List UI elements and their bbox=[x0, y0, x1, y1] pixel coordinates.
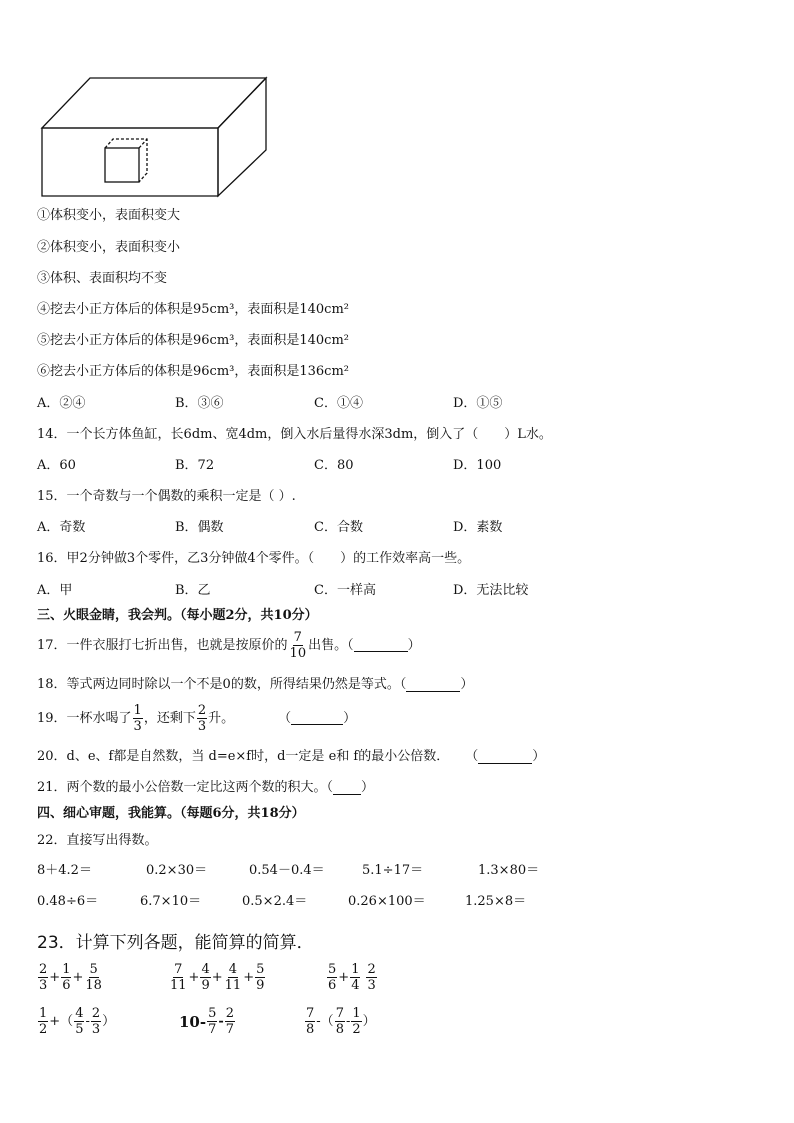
q22-item-1: 8＋4.2＝ bbox=[37, 863, 92, 878]
option-6: ⑥挖去小正方体后的体积是96cm³，表面积是136cm² bbox=[37, 364, 349, 379]
option-1: ①体积变小，表面积变大 bbox=[37, 208, 181, 223]
option-5: ⑤挖去小正方体后的体积是96cm³，表面积是140cm² bbox=[37, 333, 349, 348]
q22-item-4: 5.1÷17＝ bbox=[362, 863, 424, 878]
q16-choice-b[interactable]: B．乙 bbox=[175, 583, 211, 598]
cuboid-side-face bbox=[218, 78, 266, 196]
q20: 20．d、e、f都是自然数，当 d=e×f时，d一定是 e和 f的最小公倍数． （ ） bbox=[37, 749, 546, 764]
option-2: ②体积变小，表面积变小 bbox=[37, 240, 181, 255]
q13-choice-c[interactable]: C．①④ bbox=[314, 396, 363, 411]
q20-answer-blank[interactable] bbox=[478, 751, 532, 764]
q14-choice-d[interactable]: D．100 bbox=[453, 458, 502, 473]
q13-choice-b[interactable]: B．③⑥ bbox=[175, 396, 224, 411]
q22-item-10: 1.25×8＝ bbox=[465, 894, 527, 909]
small-cube-hidden-edges bbox=[105, 139, 147, 182]
q18: 18．等式两边同时除以一个不是0的数，所得结果仍然是等式。（ ） bbox=[37, 677, 474, 692]
q23-expression-6: $\frac{7}{8}$ -（ $\frac{7}{8}$ - $\frac{1}{2}$ ） bbox=[306, 1006, 376, 1037]
q23-expression-5: 10- $\frac{5}{7}$ - $\frac{2}{7}$ bbox=[179, 1006, 235, 1037]
q22-item-5: 1.3×80＝ bbox=[478, 863, 540, 878]
q17-fraction: $\frac{7}{10}$ bbox=[289, 630, 307, 661]
q21-answer-blank[interactable] bbox=[333, 782, 361, 795]
q15-choice-c[interactable]: C．合数 bbox=[314, 520, 363, 535]
q17-answer-blank[interactable] bbox=[354, 639, 408, 652]
option-3: ③体积、表面积均不变 bbox=[37, 271, 168, 286]
q14-choice-b[interactable]: B．72 bbox=[175, 458, 215, 473]
q21: 21．两个数的最小公倍数一定比这两个数的积大。（ ） bbox=[37, 780, 375, 795]
q14-stem: 14．一个长方体鱼缸，长6dm、宽4dm，倒入水后量得水深3dm，倒入了（ ）L水。 bbox=[37, 427, 552, 442]
q22-item-9: 0.26×100＝ bbox=[348, 894, 426, 909]
q23-expression-3: $\frac{5}{6}$ + $\frac{1}{4}$ $\frac{2}{3}$ bbox=[328, 962, 376, 993]
q18-answer-blank[interactable] bbox=[406, 679, 460, 692]
q22-item-2: 0.2×30＝ bbox=[146, 863, 208, 878]
option-4: ④挖去小正方体后的体积是95cm³，表面积是140cm² bbox=[37, 302, 349, 317]
q22-stem: 22．直接写出得数。 bbox=[37, 833, 158, 848]
q19-answer-blank[interactable] bbox=[291, 712, 343, 725]
q23-expression-2: $\frac{7}{11}$ + $\frac{4}{9}$ + $\frac{4}{11}$ + $\frac{5}{9}$ bbox=[170, 962, 265, 993]
q23-stem: 23．计算下列各题，能简算的简算． bbox=[37, 933, 314, 953]
q14-choice-c[interactable]: C．80 bbox=[314, 458, 354, 473]
q16-choice-c[interactable]: C．一样高 bbox=[314, 583, 376, 598]
q16-choice-a[interactable]: A．甲 bbox=[37, 583, 73, 598]
section-4-title: 四、细心审题，我能算。（每题6分，共18分） bbox=[37, 806, 305, 821]
cuboid-front-face bbox=[42, 128, 218, 196]
q15-choice-b[interactable]: B．偶数 bbox=[175, 520, 224, 535]
q19-fraction-1: $\frac{1}{3}$ bbox=[133, 703, 142, 734]
q16-choice-d[interactable]: D．无法比较 bbox=[453, 583, 529, 598]
q14-choice-a[interactable]: A．60 bbox=[37, 458, 76, 473]
q19-fraction-2: $\frac{2}{3}$ bbox=[197, 703, 207, 734]
q17: 17．一件衣服打七折出售，也就是按原价的 $\frac{7}{10}$ 出售。（ ） bbox=[37, 630, 421, 661]
q15-choice-d[interactable]: D．素数 bbox=[453, 520, 503, 535]
q13-choice-d[interactable]: D．①⑤ bbox=[453, 396, 503, 411]
q22-item-3: 0.54－0.4＝ bbox=[249, 863, 325, 878]
cuboid-figure bbox=[36, 72, 272, 200]
q22-item-7: 6.7×10＝ bbox=[140, 894, 202, 909]
small-cube-front bbox=[105, 148, 139, 182]
q19: 19．一杯水喝了 $\frac{1}{3}$ ，还剩下 $\frac{2}{3}$ 升。 （ ） bbox=[37, 703, 357, 734]
q15-choice-a[interactable]: A．奇数 bbox=[37, 520, 86, 535]
cuboid-top-face bbox=[42, 78, 266, 128]
q22-item-8: 0.5×2.4＝ bbox=[242, 894, 308, 909]
q13-choice-a[interactable]: A．②④ bbox=[37, 396, 86, 411]
q15-stem: 15．一个奇数与一个偶数的乘积一定是（ ）. bbox=[37, 489, 296, 504]
q22-item-6: 0.48÷6＝ bbox=[37, 894, 99, 909]
q23-expression-4: $\frac{1}{2}$ +（ $\frac{4}{5}$ - $\frac{2}{3}$ ） bbox=[39, 1006, 116, 1037]
q23-expression-1: $\frac{2}{3}$ + $\frac{1}{6}$ + $\frac{5}{18}$ bbox=[39, 962, 102, 993]
q16-stem: 16．甲2分钟做3个零件，乙3分钟做4个零件。（ ）的工作效率高一些。 bbox=[37, 551, 471, 566]
section-3-title: 三、火眼金睛，我会判。（每小题2分，共10分） bbox=[37, 608, 318, 623]
